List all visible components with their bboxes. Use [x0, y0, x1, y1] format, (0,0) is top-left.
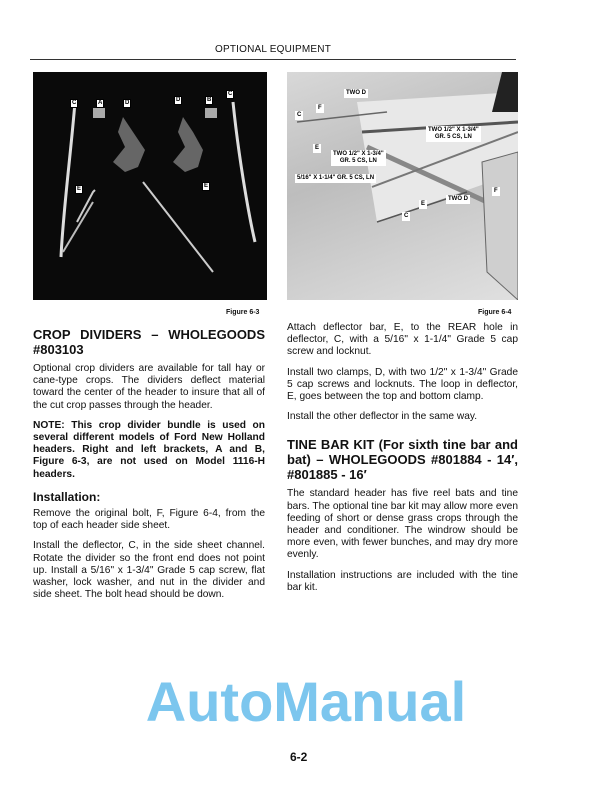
label-f: F — [318, 105, 322, 111]
left-column — [33, 327, 265, 609]
label-a: A — [98, 100, 103, 106]
header-rule — [30, 59, 516, 60]
label-e: E — [77, 186, 82, 192]
label-c: C — [297, 112, 302, 118]
label-f: F — [494, 188, 498, 194]
section-title-crop-dividers: CROP DIVIDERS – WHOLEGOODS #803103 — [33, 327, 265, 357]
bolt-size: TWO 1/2" X 1-3/4" — [428, 127, 479, 133]
figure-6-3-caption: Figure 6-3 — [226, 309, 260, 316]
paragraph: Installation instructions are included with the tine bar kit. — [287, 569, 518, 593]
paragraph: Install the deflector, C, in the side sheet channel. Rotate the divider so the front end does not point up. Install a 5/16" x 1-3/4" Grade 5 cap screw, flat washer, lock washer, and nut in the divider and side sheet. The bolt head should be down. — [33, 540, 265, 601]
label-bolt-small: 5/16" X 1-1/4" GR. 5 CS, LN — [297, 175, 375, 181]
bolt-size: TWO 1/2" X 1-3/4" — [333, 151, 384, 157]
label-e: E — [315, 145, 320, 151]
paragraph: Install the other deflector in the same way. — [287, 411, 478, 423]
label-b: B — [207, 97, 212, 103]
installation-heading: Installation: — [33, 489, 101, 504]
paragraph: The standard header has five reel bats and tine bars. The optional tine bar kit may allow more even feeding of short or dense grass crops through the header and conditioner. The windrow should be more even, with fewer bunches, and may dry more evenly. — [287, 488, 518, 561]
paragraph: Attach deflector bar, E, to the REAR hole in deflector, C, with a 5/16" x 1-1/4" Grade 5 cap screw and locknut. — [287, 322, 518, 358]
figure-6-4-caption: Figure 6-4 — [478, 309, 512, 316]
figure-6-4-photo — [287, 72, 518, 300]
label-c: C — [404, 213, 409, 219]
label-two-d: TWO D — [346, 90, 366, 96]
watermark: AutoManual — [145, 670, 467, 733]
note: NOTE: This crop divider bundle is used on several different models of Ford New Holland headers. Right and left brackets, A and B, Figure 6-3, are not used on Model 1116-H headers. — [33, 419, 265, 480]
label-d: D — [176, 97, 181, 103]
label-e: E — [421, 201, 426, 207]
figure-6-3-photo — [33, 72, 267, 300]
label-d: D — [125, 100, 130, 106]
paragraph: Optional crop dividers are available for tall hay or cane-type crops. The dividers deflect material toward the center of the header to insure that all of the cut crop passes through the header. — [33, 363, 265, 411]
page-number: 6-2 — [290, 750, 308, 764]
bolt-grade: GR. 5 CS, LN — [434, 134, 472, 140]
label-bolt-right — [426, 126, 481, 142]
label-c: C — [228, 91, 233, 97]
label-bolt-mid — [331, 150, 386, 166]
running-header: OPTIONAL EQUIPMENT — [214, 44, 332, 55]
label-c: C — [72, 100, 77, 106]
label-two-d: TWO D — [448, 196, 468, 202]
paragraph: Install two clamps, D, with two 1/2" x 1-3/4" Grade 5 cap screws and locknuts. The loop in deflector, E, goes between the top and bottom clamp. — [287, 366, 518, 403]
right-column — [287, 322, 518, 602]
bolt-grade: GR. 5 CS, LN — [339, 158, 377, 164]
label-e: E — [204, 183, 209, 189]
crop-divider-parts-illustration — [33, 72, 267, 300]
paragraph: Remove the original bolt, F, Figure 6-4, from the top of each header side sheet. — [33, 508, 265, 532]
section-title-tine-bar-kit: TINE BAR KIT (For sixth tine bar and bat) – WHOLEGOODS #801884 - 14′, #801885 - 16′ — [287, 437, 518, 483]
